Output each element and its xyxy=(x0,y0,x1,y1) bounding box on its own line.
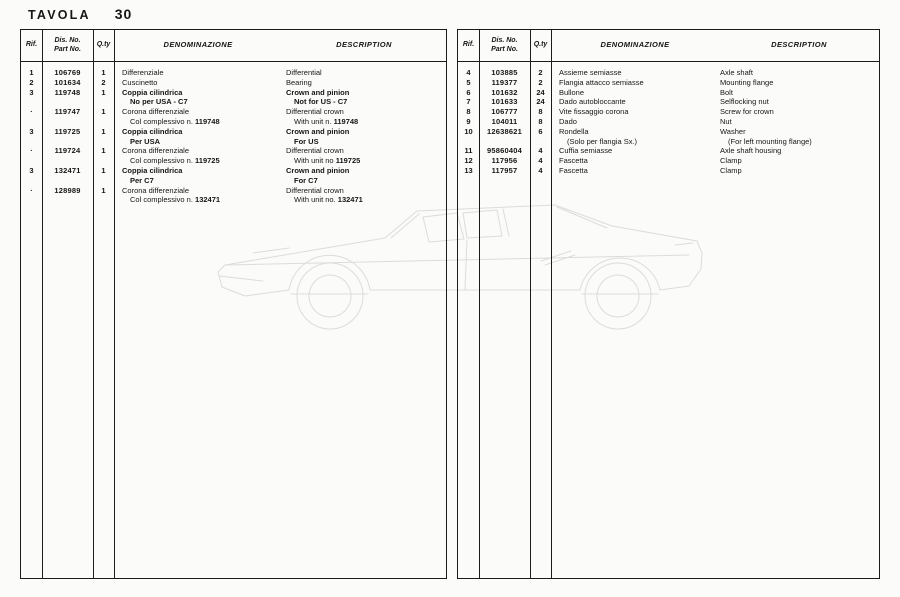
denominazione-cell: Coppia cilindrica xyxy=(122,165,183,175)
description-cell: Screw for crown xyxy=(720,107,774,117)
header-part-no: Part No. xyxy=(54,45,81,53)
part-number-cell: 119725 xyxy=(54,126,81,136)
description-cell: Bearing xyxy=(286,77,312,87)
denominazione-cell: Per USA xyxy=(130,136,161,146)
part-number-cell: 117957 xyxy=(491,165,518,175)
rif-cell: 11 xyxy=(464,146,473,156)
denominazione-cell: Bullone xyxy=(559,87,585,97)
table-row xyxy=(458,97,879,107)
qty-cell: 8 xyxy=(538,116,543,126)
denominazione-cell: Corona differenziale xyxy=(122,146,189,156)
denominazione-cell: Dado autobloccante xyxy=(559,97,626,107)
header-rif: Rif. xyxy=(462,41,475,49)
part-number-cell: 119724 xyxy=(54,146,81,156)
part-number-cell: 101633 xyxy=(491,97,518,107)
table-row xyxy=(21,156,446,166)
rif-cell: 4 xyxy=(466,68,471,77)
table-row xyxy=(458,107,879,117)
qty-cell: 2 xyxy=(538,77,543,87)
page-title xyxy=(28,6,132,24)
table-header xyxy=(458,30,879,62)
part-number-cell: 119748 xyxy=(54,87,81,97)
rif-cell: 8 xyxy=(466,107,471,117)
rif-cell: 2 xyxy=(29,77,34,87)
qty-cell: 4 xyxy=(538,146,543,156)
part-number-cell: 132471 xyxy=(54,165,81,175)
part-number-cell: 106777 xyxy=(491,107,518,117)
table-row xyxy=(458,127,879,137)
qty-cell: 1 xyxy=(101,87,106,97)
rif-cell: 13 xyxy=(464,165,473,175)
table-row xyxy=(21,166,446,176)
table-body xyxy=(458,62,879,176)
rif-cell: 10 xyxy=(464,126,473,136)
table-row xyxy=(21,117,446,127)
rif-cell: 5 xyxy=(466,77,471,87)
description-cell: Bolt xyxy=(720,87,733,97)
part-number-cell: 117956 xyxy=(491,156,518,166)
table-row xyxy=(21,97,446,107)
table-row xyxy=(21,195,446,205)
description-cell: (For left mounting flange) xyxy=(728,136,812,146)
description-cell: For C7 xyxy=(294,175,318,185)
part-number-cell: 104011 xyxy=(491,116,518,126)
qty-cell: 1 xyxy=(101,107,106,117)
qty-cell: 1 xyxy=(101,146,106,156)
description-cell: Nut xyxy=(720,116,732,126)
denominazione-cell: Coppia cilindrica xyxy=(122,87,183,97)
table-row xyxy=(458,166,879,176)
rif-cell: 3 xyxy=(29,87,34,97)
description-cell: Differential xyxy=(286,68,322,77)
header-part-number xyxy=(42,30,93,61)
header-denominazione: DENOMINAZIONE xyxy=(163,40,233,50)
qty-cell: 2 xyxy=(538,68,543,77)
table-row xyxy=(458,117,879,127)
header-rif: Rif. xyxy=(25,41,38,49)
description-cell: Crown and pinion xyxy=(286,126,350,136)
header-dis-no: Dis. No. xyxy=(491,37,518,44)
description-cell: Selflocking nut xyxy=(720,97,769,107)
part-number-cell: 12638621 xyxy=(487,126,522,136)
description-cell: Not for US - C7 xyxy=(294,97,348,107)
table-row xyxy=(21,137,446,147)
rif-cell: 3 xyxy=(29,126,34,136)
rif-cell: 9 xyxy=(466,116,471,126)
page-title-label: TAVOLA xyxy=(28,8,91,22)
denominazione-cell: Flangia attacco semiasse xyxy=(559,77,644,87)
rif-cell: 1 xyxy=(29,68,34,77)
denominazione-cell: Per C7 xyxy=(130,175,154,185)
table-row xyxy=(458,68,879,78)
rif-cell: · xyxy=(30,146,33,156)
description-cell: Washer xyxy=(720,126,746,136)
table-row xyxy=(21,146,446,156)
description-cell: Clamp xyxy=(720,156,742,166)
part-number-cell: 95860404 xyxy=(487,146,522,156)
page-title-number: 30 xyxy=(114,6,133,22)
table-row xyxy=(458,156,879,166)
rif-cell: 7 xyxy=(466,97,471,107)
denominazione-cell: Differenziale xyxy=(122,68,164,77)
table-row xyxy=(21,88,446,98)
denominazione-cell: Vite fissaggio corona xyxy=(559,107,629,117)
description-cell: With unit no. 132471 xyxy=(294,195,363,205)
description-cell: With unit n. 119748 xyxy=(294,116,359,126)
header-dis-no: Dis. No. xyxy=(54,37,81,44)
denominazione-cell: Rondella xyxy=(559,126,589,136)
table-body xyxy=(21,62,446,205)
header-denominazione: DENOMINAZIONE xyxy=(600,40,670,50)
denominazione-cell: Col complessivo n. 119725 xyxy=(130,156,220,166)
rif-cell: 12 xyxy=(464,156,473,166)
table-row xyxy=(21,68,446,78)
description-cell: Differential crown xyxy=(286,146,344,156)
description-cell: Axle shaft xyxy=(720,68,753,77)
qty-cell: 6 xyxy=(538,126,543,136)
header-part-no: Part No. xyxy=(491,45,518,53)
qty-cell: 4 xyxy=(538,156,543,166)
denominazione-cell: Dado xyxy=(559,116,577,126)
description-cell: With unit no 119725 xyxy=(294,156,361,166)
header-qty: Q.ty xyxy=(533,41,548,49)
qty-cell: 24 xyxy=(536,97,545,107)
denominazione-cell: Cuscinetto xyxy=(122,77,158,87)
denominazione-cell: Coppia cilindrica xyxy=(122,126,183,136)
part-number-cell: 119747 xyxy=(54,107,81,117)
table-row xyxy=(458,137,879,147)
denominazione-cell: No per USA - C7 xyxy=(130,97,188,107)
rif-cell: 3 xyxy=(29,165,34,175)
header-qty: Q.ty xyxy=(96,41,111,49)
table-row xyxy=(458,88,879,98)
part-number-cell: 119377 xyxy=(491,77,518,87)
denominazione-cell: (Solo per flangia Sx.) xyxy=(567,136,638,146)
denominazione-cell: Corona differenziale xyxy=(122,107,189,117)
denominazione-cell: Col complessivo n. 119748 xyxy=(130,116,220,126)
qty-cell: 4 xyxy=(538,165,543,175)
qty-cell: 8 xyxy=(538,107,543,117)
parts-table-left xyxy=(20,29,447,579)
description-cell: Crown and pinion xyxy=(286,87,350,97)
description-cell: Clamp xyxy=(720,165,742,175)
header-part-number xyxy=(479,30,530,61)
part-number-cell: 106769 xyxy=(54,68,81,77)
rif-cell: · xyxy=(30,107,33,117)
part-number-cell: 101634 xyxy=(54,77,81,87)
description-cell: Axle shaft housing xyxy=(720,146,782,156)
description-cell: Crown and pinion xyxy=(286,165,350,175)
header-description: DESCRIPTION xyxy=(771,40,827,50)
table-row xyxy=(458,146,879,156)
table-row xyxy=(21,176,446,186)
qty-cell: 1 xyxy=(101,185,106,195)
denominazione-cell: Cuffia semiasse xyxy=(559,146,613,156)
table-row xyxy=(21,186,446,196)
table-row xyxy=(458,78,879,88)
header-description: DESCRIPTION xyxy=(336,40,392,50)
part-number-cell: 103885 xyxy=(491,68,518,77)
qty-cell: 1 xyxy=(101,165,106,175)
denominazione-cell: Fascetta xyxy=(559,165,588,175)
denominazione-cell: Assieme semiasse xyxy=(559,68,622,77)
rif-cell: · xyxy=(30,185,33,195)
parts-table-right xyxy=(457,29,880,579)
description-cell: Differential crown xyxy=(286,107,344,117)
qty-cell: 24 xyxy=(536,87,545,97)
table-row xyxy=(21,127,446,137)
rif-cell: 6 xyxy=(466,87,471,97)
denominazione-cell: Col complessivo n. 132471 xyxy=(130,195,221,205)
table-header xyxy=(21,30,446,62)
description-cell: For US xyxy=(294,136,319,146)
qty-cell: 1 xyxy=(101,68,106,77)
description-cell: Mounting flange xyxy=(720,77,774,87)
denominazione-cell: Corona differenziale xyxy=(122,185,189,195)
table-row xyxy=(21,107,446,117)
part-number-cell: 101632 xyxy=(491,87,518,97)
qty-cell: 1 xyxy=(101,126,106,136)
qty-cell: 2 xyxy=(101,77,106,87)
description-cell: Differential crown xyxy=(286,185,344,195)
denominazione-cell: Fascetta xyxy=(559,156,588,166)
part-number-cell: 128989 xyxy=(54,185,81,195)
table-row xyxy=(21,78,446,88)
